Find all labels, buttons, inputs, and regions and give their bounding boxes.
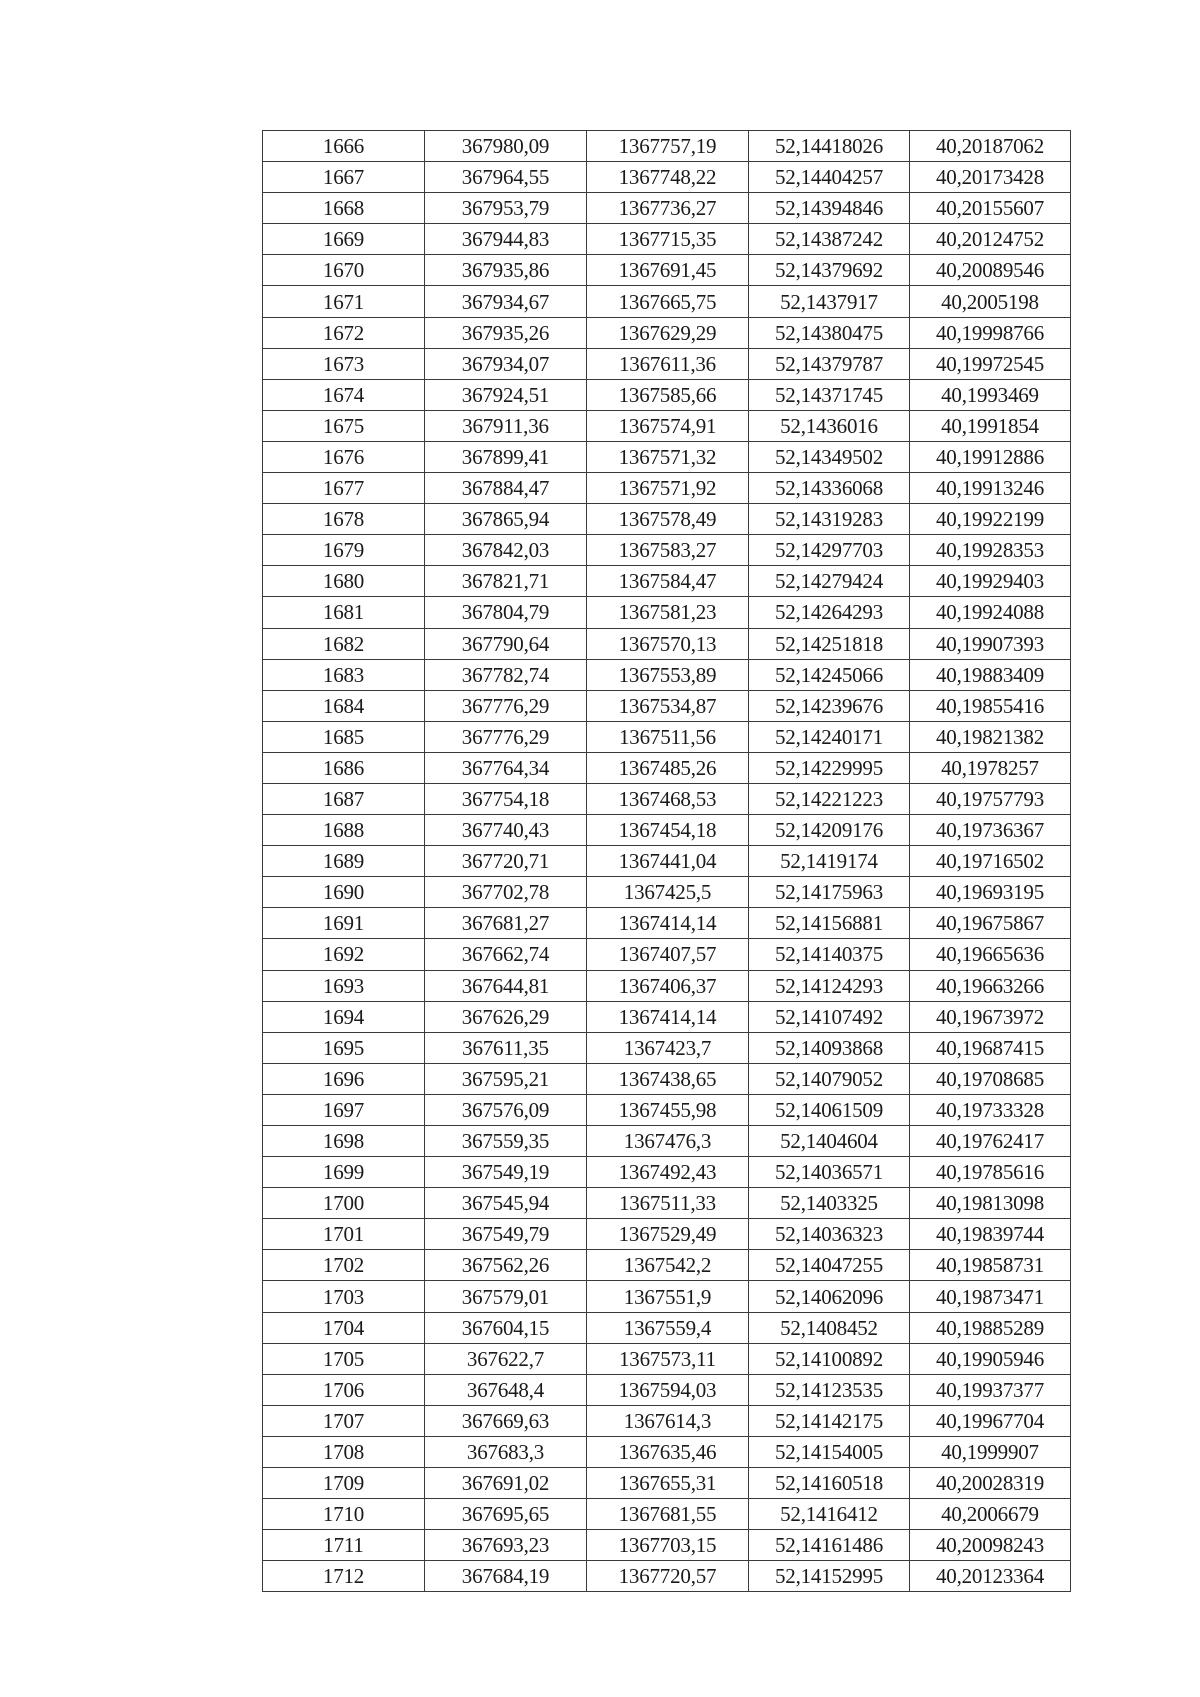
y-coordinate-cell: 1367468,53 — [587, 783, 749, 814]
y-coordinate-cell: 1367584,47 — [587, 566, 749, 597]
y-coordinate-cell: 1367681,55 — [587, 1499, 749, 1530]
longitude-cell: 40,19937377 — [910, 1374, 1071, 1405]
y-coordinate-cell: 1367614,3 — [587, 1405, 749, 1436]
y-coordinate-cell: 1367529,49 — [587, 1219, 749, 1250]
longitude-cell: 40,20187062 — [910, 131, 1071, 162]
x-coordinate-cell: 367782,74 — [425, 659, 587, 690]
point-number-cell: 1692 — [263, 939, 425, 970]
x-coordinate-cell: 367611,35 — [425, 1032, 587, 1063]
point-number-cell: 1687 — [263, 783, 425, 814]
latitude-cell: 52,14279424 — [749, 566, 910, 597]
y-coordinate-cell: 1367454,18 — [587, 815, 749, 846]
longitude-cell: 40,1991854 — [910, 410, 1071, 441]
x-coordinate-cell: 367693,23 — [425, 1530, 587, 1561]
latitude-cell: 52,1408452 — [749, 1312, 910, 1343]
x-coordinate-cell: 367662,74 — [425, 939, 587, 970]
x-coordinate-cell: 367740,43 — [425, 815, 587, 846]
x-coordinate-cell: 367790,64 — [425, 628, 587, 659]
latitude-cell: 52,14154005 — [749, 1436, 910, 1467]
y-coordinate-cell: 1367553,89 — [587, 659, 749, 690]
longitude-cell: 40,19912886 — [910, 441, 1071, 472]
point-number-cell: 1701 — [263, 1219, 425, 1250]
table-row — [263, 1219, 1071, 1250]
table-row — [263, 224, 1071, 255]
point-number-cell: 1711 — [263, 1530, 425, 1561]
x-coordinate-cell: 367691,02 — [425, 1468, 587, 1499]
point-number-cell: 1700 — [263, 1188, 425, 1219]
x-coordinate-cell: 367626,29 — [425, 1001, 587, 1032]
longitude-cell: 40,19913246 — [910, 473, 1071, 504]
y-coordinate-cell: 1367574,91 — [587, 410, 749, 441]
point-number-cell: 1710 — [263, 1499, 425, 1530]
latitude-cell: 52,14175963 — [749, 877, 910, 908]
longitude-cell: 40,2006679 — [910, 1499, 1071, 1530]
longitude-cell: 40,19687415 — [910, 1032, 1071, 1063]
x-coordinate-cell: 367562,26 — [425, 1250, 587, 1281]
latitude-cell: 52,14349502 — [749, 441, 910, 472]
table-row — [263, 1250, 1071, 1281]
latitude-cell: 52,14387242 — [749, 224, 910, 255]
x-coordinate-cell: 367695,65 — [425, 1499, 587, 1530]
y-coordinate-cell: 1367691,45 — [587, 255, 749, 286]
x-coordinate-cell: 367559,35 — [425, 1126, 587, 1157]
y-coordinate-cell: 1367571,92 — [587, 473, 749, 504]
y-coordinate-cell: 1367583,27 — [587, 535, 749, 566]
y-coordinate-cell: 1367655,31 — [587, 1468, 749, 1499]
latitude-cell: 52,14251818 — [749, 628, 910, 659]
table-row — [263, 1094, 1071, 1125]
table-row — [263, 286, 1071, 317]
longitude-cell: 40,19928353 — [910, 535, 1071, 566]
y-coordinate-cell: 1367534,87 — [587, 690, 749, 721]
point-number-cell: 1705 — [263, 1343, 425, 1374]
point-number-cell: 1678 — [263, 504, 425, 535]
table-row — [263, 410, 1071, 441]
longitude-cell: 40,19736367 — [910, 815, 1071, 846]
latitude-cell: 52,14140375 — [749, 939, 910, 970]
longitude-cell: 40,19929403 — [910, 566, 1071, 597]
point-number-cell: 1680 — [263, 566, 425, 597]
table-row — [263, 1312, 1071, 1343]
point-number-cell: 1684 — [263, 690, 425, 721]
longitude-cell: 40,19733328 — [910, 1094, 1071, 1125]
longitude-cell: 40,20155607 — [910, 193, 1071, 224]
table-row — [263, 752, 1071, 783]
longitude-cell: 40,20089546 — [910, 255, 1071, 286]
latitude-cell: 52,14036323 — [749, 1219, 910, 1250]
longitude-cell: 40,19855416 — [910, 690, 1071, 721]
point-number-cell: 1689 — [263, 846, 425, 877]
point-number-cell: 1685 — [263, 721, 425, 752]
y-coordinate-cell: 1367629,29 — [587, 317, 749, 348]
latitude-cell: 52,14371745 — [749, 379, 910, 410]
table-row — [263, 317, 1071, 348]
table-row — [263, 815, 1071, 846]
point-number-cell: 1666 — [263, 131, 425, 162]
point-number-cell: 1702 — [263, 1250, 425, 1281]
latitude-cell: 52,14161486 — [749, 1530, 910, 1561]
x-coordinate-cell: 367683,3 — [425, 1436, 587, 1467]
x-coordinate-cell: 367595,21 — [425, 1063, 587, 1094]
longitude-cell: 40,19907393 — [910, 628, 1071, 659]
latitude-cell: 52,14093868 — [749, 1032, 910, 1063]
x-coordinate-cell: 367644,81 — [425, 970, 587, 1001]
table-row — [263, 162, 1071, 193]
table-row — [263, 721, 1071, 752]
x-coordinate-cell: 367681,27 — [425, 908, 587, 939]
point-number-cell: 1681 — [263, 597, 425, 628]
table-row — [263, 1530, 1071, 1561]
table-row — [263, 473, 1071, 504]
longitude-cell: 40,2005198 — [910, 286, 1071, 317]
table-row — [263, 255, 1071, 286]
y-coordinate-cell: 1367573,11 — [587, 1343, 749, 1374]
latitude-cell: 52,14036571 — [749, 1157, 910, 1188]
latitude-cell: 52,14047255 — [749, 1250, 910, 1281]
latitude-cell: 52,14380475 — [749, 317, 910, 348]
y-coordinate-cell: 1367665,75 — [587, 286, 749, 317]
longitude-cell: 40,1999907 — [910, 1436, 1071, 1467]
point-number-cell: 1704 — [263, 1312, 425, 1343]
longitude-cell: 40,20028319 — [910, 1468, 1071, 1499]
latitude-cell: 52,14062096 — [749, 1281, 910, 1312]
table-row — [263, 504, 1071, 535]
point-number-cell: 1670 — [263, 255, 425, 286]
coordinates-table-body — [263, 131, 1071, 1592]
latitude-cell: 52,1436016 — [749, 410, 910, 441]
latitude-cell: 52,14100892 — [749, 1343, 910, 1374]
coordinates-table — [262, 130, 1071, 1592]
y-coordinate-cell: 1367425,5 — [587, 877, 749, 908]
x-coordinate-cell: 367648,4 — [425, 1374, 587, 1405]
latitude-cell: 52,14061509 — [749, 1094, 910, 1125]
latitude-cell: 52,1416412 — [749, 1499, 910, 1530]
y-coordinate-cell: 1367571,32 — [587, 441, 749, 472]
x-coordinate-cell: 367934,67 — [425, 286, 587, 317]
point-number-cell: 1707 — [263, 1405, 425, 1436]
table-row — [263, 1001, 1071, 1032]
point-number-cell: 1699 — [263, 1157, 425, 1188]
y-coordinate-cell: 1367485,26 — [587, 752, 749, 783]
latitude-cell: 52,14379692 — [749, 255, 910, 286]
point-number-cell: 1677 — [263, 473, 425, 504]
latitude-cell: 52,14319283 — [749, 504, 910, 535]
table-row — [263, 379, 1071, 410]
y-coordinate-cell: 1367414,14 — [587, 1001, 749, 1032]
table-row — [263, 1157, 1071, 1188]
table-row — [263, 1405, 1071, 1436]
latitude-cell: 52,1419174 — [749, 846, 910, 877]
longitude-cell: 40,20098243 — [910, 1530, 1071, 1561]
y-coordinate-cell: 1367703,15 — [587, 1530, 749, 1561]
point-number-cell: 1708 — [263, 1436, 425, 1467]
longitude-cell: 40,19885289 — [910, 1312, 1071, 1343]
y-coordinate-cell: 1367720,57 — [587, 1561, 749, 1592]
point-number-cell: 1703 — [263, 1281, 425, 1312]
point-number-cell: 1679 — [263, 535, 425, 566]
x-coordinate-cell: 367821,71 — [425, 566, 587, 597]
latitude-cell: 52,14152995 — [749, 1561, 910, 1592]
table-row — [263, 628, 1071, 659]
point-number-cell: 1682 — [263, 628, 425, 659]
x-coordinate-cell: 367924,51 — [425, 379, 587, 410]
point-number-cell: 1667 — [263, 162, 425, 193]
y-coordinate-cell: 1367594,03 — [587, 1374, 749, 1405]
latitude-cell: 52,1437917 — [749, 286, 910, 317]
y-coordinate-cell: 1367736,27 — [587, 193, 749, 224]
latitude-cell: 52,14240171 — [749, 721, 910, 752]
table-row — [263, 1032, 1071, 1063]
latitude-cell: 52,14404257 — [749, 162, 910, 193]
y-coordinate-cell: 1367476,3 — [587, 1126, 749, 1157]
x-coordinate-cell: 367549,19 — [425, 1157, 587, 1188]
table-row — [263, 1126, 1071, 1157]
point-number-cell: 1691 — [263, 908, 425, 939]
table-row — [263, 441, 1071, 472]
latitude-cell: 52,14239676 — [749, 690, 910, 721]
x-coordinate-cell: 367754,18 — [425, 783, 587, 814]
table-row — [263, 1063, 1071, 1094]
longitude-cell: 40,19873471 — [910, 1281, 1071, 1312]
latitude-cell: 52,14124293 — [749, 970, 910, 1001]
y-coordinate-cell: 1367414,14 — [587, 908, 749, 939]
longitude-cell: 40,19967704 — [910, 1405, 1071, 1436]
longitude-cell: 40,20173428 — [910, 162, 1071, 193]
x-coordinate-cell: 367944,83 — [425, 224, 587, 255]
table-row — [263, 1436, 1071, 1467]
longitude-cell: 40,19665636 — [910, 939, 1071, 970]
latitude-cell: 52,14079052 — [749, 1063, 910, 1094]
x-coordinate-cell: 367911,36 — [425, 410, 587, 441]
longitude-cell: 40,19924088 — [910, 597, 1071, 628]
point-number-cell: 1686 — [263, 752, 425, 783]
y-coordinate-cell: 1367455,98 — [587, 1094, 749, 1125]
point-number-cell: 1676 — [263, 441, 425, 472]
point-number-cell: 1688 — [263, 815, 425, 846]
point-number-cell: 1698 — [263, 1126, 425, 1157]
table-row — [263, 1499, 1071, 1530]
table-row — [263, 1374, 1071, 1405]
table-row — [263, 690, 1071, 721]
table-row — [263, 846, 1071, 877]
x-coordinate-cell: 367964,55 — [425, 162, 587, 193]
point-number-cell: 1668 — [263, 193, 425, 224]
x-coordinate-cell: 367935,86 — [425, 255, 587, 286]
y-coordinate-cell: 1367438,65 — [587, 1063, 749, 1094]
longitude-cell: 40,19922199 — [910, 504, 1071, 535]
y-coordinate-cell: 1367423,7 — [587, 1032, 749, 1063]
x-coordinate-cell: 367579,01 — [425, 1281, 587, 1312]
y-coordinate-cell: 1367492,43 — [587, 1157, 749, 1188]
table-row — [263, 131, 1071, 162]
point-number-cell: 1672 — [263, 317, 425, 348]
longitude-cell: 40,19716502 — [910, 846, 1071, 877]
y-coordinate-cell: 1367715,35 — [587, 224, 749, 255]
longitude-cell: 40,19858731 — [910, 1250, 1071, 1281]
latitude-cell: 52,14418026 — [749, 131, 910, 162]
latitude-cell: 52,14245066 — [749, 659, 910, 690]
x-coordinate-cell: 367702,78 — [425, 877, 587, 908]
latitude-cell: 52,14297703 — [749, 535, 910, 566]
x-coordinate-cell: 367549,79 — [425, 1219, 587, 1250]
latitude-cell: 52,14156881 — [749, 908, 910, 939]
longitude-cell: 40,19821382 — [910, 721, 1071, 752]
x-coordinate-cell: 367804,79 — [425, 597, 587, 628]
longitude-cell: 40,19905946 — [910, 1343, 1071, 1374]
longitude-cell: 40,20123364 — [910, 1561, 1071, 1592]
table-row — [263, 783, 1071, 814]
table-row — [263, 939, 1071, 970]
x-coordinate-cell: 367934,07 — [425, 348, 587, 379]
latitude-cell: 52,14229995 — [749, 752, 910, 783]
table-row — [263, 597, 1071, 628]
x-coordinate-cell: 367776,29 — [425, 690, 587, 721]
point-number-cell: 1695 — [263, 1032, 425, 1063]
table-row — [263, 1188, 1071, 1219]
y-coordinate-cell: 1367511,56 — [587, 721, 749, 752]
table-row — [263, 1561, 1071, 1592]
y-coordinate-cell: 1367441,04 — [587, 846, 749, 877]
point-number-cell: 1675 — [263, 410, 425, 441]
y-coordinate-cell: 1367578,49 — [587, 504, 749, 535]
x-coordinate-cell: 367842,03 — [425, 535, 587, 566]
point-number-cell: 1706 — [263, 1374, 425, 1405]
longitude-cell: 40,19673972 — [910, 1001, 1071, 1032]
table-row — [263, 535, 1071, 566]
x-coordinate-cell: 367953,79 — [425, 193, 587, 224]
point-number-cell: 1694 — [263, 1001, 425, 1032]
x-coordinate-cell: 367720,71 — [425, 846, 587, 877]
longitude-cell: 40,1993469 — [910, 379, 1071, 410]
latitude-cell: 52,14336068 — [749, 473, 910, 504]
y-coordinate-cell: 1367635,46 — [587, 1436, 749, 1467]
latitude-cell: 52,14221223 — [749, 783, 910, 814]
point-number-cell: 1693 — [263, 970, 425, 1001]
point-number-cell: 1709 — [263, 1468, 425, 1499]
x-coordinate-cell: 367776,29 — [425, 721, 587, 752]
table-row — [263, 877, 1071, 908]
table-row — [263, 908, 1071, 939]
latitude-cell: 52,14379787 — [749, 348, 910, 379]
longitude-cell: 40,19785616 — [910, 1157, 1071, 1188]
y-coordinate-cell: 1367407,57 — [587, 939, 749, 970]
table-row — [263, 566, 1071, 597]
longitude-cell: 40,19883409 — [910, 659, 1071, 690]
x-coordinate-cell: 367884,47 — [425, 473, 587, 504]
y-coordinate-cell: 1367542,2 — [587, 1250, 749, 1281]
longitude-cell: 40,19708685 — [910, 1063, 1071, 1094]
table-row — [263, 1468, 1071, 1499]
point-number-cell: 1683 — [263, 659, 425, 690]
x-coordinate-cell: 367576,09 — [425, 1094, 587, 1125]
latitude-cell: 52,14107492 — [749, 1001, 910, 1032]
x-coordinate-cell: 367604,15 — [425, 1312, 587, 1343]
longitude-cell: 40,20124752 — [910, 224, 1071, 255]
point-number-cell: 1697 — [263, 1094, 425, 1125]
table-row — [263, 1343, 1071, 1374]
y-coordinate-cell: 1367406,37 — [587, 970, 749, 1001]
table-row — [263, 348, 1071, 379]
point-number-cell: 1712 — [263, 1561, 425, 1592]
point-number-cell: 1671 — [263, 286, 425, 317]
latitude-cell: 52,14394846 — [749, 193, 910, 224]
longitude-cell: 40,19762417 — [910, 1126, 1071, 1157]
y-coordinate-cell: 1367551,9 — [587, 1281, 749, 1312]
x-coordinate-cell: 367865,94 — [425, 504, 587, 535]
latitude-cell: 52,1404604 — [749, 1126, 910, 1157]
latitude-cell: 52,1403325 — [749, 1188, 910, 1219]
point-number-cell: 1674 — [263, 379, 425, 410]
y-coordinate-cell: 1367570,13 — [587, 628, 749, 659]
y-coordinate-cell: 1367748,22 — [587, 162, 749, 193]
longitude-cell: 40,19998766 — [910, 317, 1071, 348]
x-coordinate-cell: 367684,19 — [425, 1561, 587, 1592]
point-number-cell: 1673 — [263, 348, 425, 379]
longitude-cell: 40,1978257 — [910, 752, 1071, 783]
y-coordinate-cell: 1367611,36 — [587, 348, 749, 379]
x-coordinate-cell: 367935,26 — [425, 317, 587, 348]
table-row — [263, 970, 1071, 1001]
x-coordinate-cell: 367545,94 — [425, 1188, 587, 1219]
latitude-cell: 52,14209176 — [749, 815, 910, 846]
point-number-cell: 1669 — [263, 224, 425, 255]
y-coordinate-cell: 1367585,66 — [587, 379, 749, 410]
y-coordinate-cell: 1367757,19 — [587, 131, 749, 162]
longitude-cell: 40,19757793 — [910, 783, 1071, 814]
latitude-cell: 52,14160518 — [749, 1468, 910, 1499]
longitude-cell: 40,19675867 — [910, 908, 1071, 939]
point-number-cell: 1690 — [263, 877, 425, 908]
y-coordinate-cell: 1367581,23 — [587, 597, 749, 628]
y-coordinate-cell: 1367559,4 — [587, 1312, 749, 1343]
longitude-cell: 40,19813098 — [910, 1188, 1071, 1219]
latitude-cell: 52,14123535 — [749, 1374, 910, 1405]
x-coordinate-cell: 367669,63 — [425, 1405, 587, 1436]
longitude-cell: 40,19693195 — [910, 877, 1071, 908]
latitude-cell: 52,14142175 — [749, 1405, 910, 1436]
latitude-cell: 52,14264293 — [749, 597, 910, 628]
table-row — [263, 1281, 1071, 1312]
y-coordinate-cell: 1367511,33 — [587, 1188, 749, 1219]
x-coordinate-cell: 367764,34 — [425, 752, 587, 783]
longitude-cell: 40,19663266 — [910, 970, 1071, 1001]
table-row — [263, 659, 1071, 690]
x-coordinate-cell: 367980,09 — [425, 131, 587, 162]
point-number-cell: 1696 — [263, 1063, 425, 1094]
table-row — [263, 193, 1071, 224]
longitude-cell: 40,19839744 — [910, 1219, 1071, 1250]
x-coordinate-cell: 367899,41 — [425, 441, 587, 472]
x-coordinate-cell: 367622,7 — [425, 1343, 587, 1374]
longitude-cell: 40,19972545 — [910, 348, 1071, 379]
